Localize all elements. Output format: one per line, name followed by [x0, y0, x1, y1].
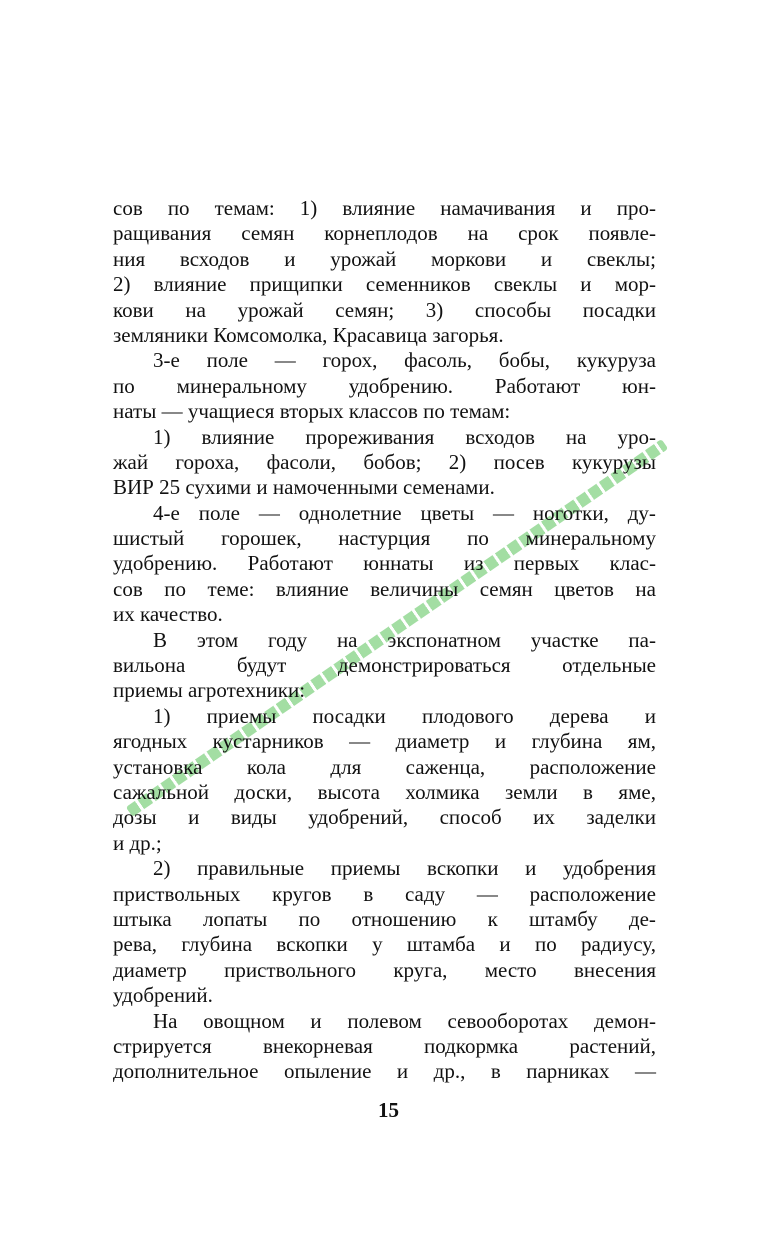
- word: семян: [479, 576, 533, 601]
- text-line: [113, 526, 656, 551]
- word: влияние: [153, 272, 227, 297]
- word: саду: [404, 881, 446, 906]
- word: сажальной: [113, 779, 209, 804]
- word: и: [396, 1059, 409, 1084]
- word: демонстрироваться: [337, 653, 511, 678]
- text-line: [113, 628, 656, 653]
- word: сов: [113, 196, 143, 220]
- word: намачивания: [440, 196, 556, 220]
- word: севооборотах: [447, 1008, 569, 1033]
- text-line: [113, 272, 656, 297]
- text-line: [113, 907, 656, 932]
- word: 4-е: [153, 500, 180, 525]
- word: прореживания: [305, 424, 435, 449]
- word: Комсомолка,: [213, 322, 333, 347]
- word: полевом: [347, 1008, 422, 1033]
- word: 1): [299, 196, 318, 220]
- word: и: [256, 475, 273, 500]
- word: влияние: [275, 576, 349, 601]
- word: и: [540, 246, 553, 271]
- word: кустарников: [212, 729, 324, 754]
- word: саженца,: [405, 754, 486, 779]
- word: диаметр: [113, 957, 187, 982]
- word: настурция: [338, 526, 431, 551]
- word: участке: [530, 627, 599, 652]
- word: ращивания: [113, 221, 212, 246]
- word: загорья.: [432, 322, 504, 347]
- word: юн-: [622, 373, 656, 398]
- word: на: [185, 297, 206, 322]
- word: приемы: [330, 856, 401, 881]
- text-line: [113, 577, 656, 602]
- word: дополнительное: [113, 1059, 259, 1084]
- word: семян: [241, 221, 295, 246]
- word: урожай: [330, 246, 397, 271]
- word: году: [267, 627, 308, 652]
- word: вторых: [279, 399, 349, 424]
- word: 3): [425, 297, 444, 322]
- text-line: [113, 1009, 656, 1034]
- word: Работают: [247, 551, 333, 576]
- word: клас-: [609, 551, 656, 576]
- word: семян;: [335, 297, 395, 322]
- word: внекорневая: [262, 1033, 373, 1058]
- word: дерева: [549, 703, 609, 728]
- word: первых: [513, 551, 580, 576]
- word: 2): [448, 449, 467, 474]
- word: теме:: [207, 576, 255, 601]
- text-line: [113, 298, 656, 323]
- word: дозы: [113, 805, 157, 830]
- word: —: [161, 399, 188, 424]
- word: и: [310, 1008, 322, 1033]
- word: высота: [317, 779, 380, 804]
- word: 1): [153, 424, 171, 449]
- word: и: [644, 703, 656, 728]
- word: Красавица: [332, 322, 433, 347]
- word: штыка: [113, 906, 172, 931]
- word: отдельные: [562, 653, 656, 678]
- word: качество.: [140, 602, 223, 627]
- word: Работают: [494, 373, 581, 398]
- word: про-: [616, 196, 656, 220]
- word: будут: [236, 653, 287, 678]
- word: На: [153, 1008, 178, 1033]
- word: вскопки: [427, 856, 499, 881]
- word: и: [113, 830, 130, 855]
- word: бобов;: [363, 449, 422, 474]
- text-line: [113, 983, 656, 1008]
- word: доски,: [234, 779, 293, 804]
- word: горох,: [322, 348, 378, 373]
- word: диаметр: [395, 729, 470, 754]
- word: наты: [113, 399, 162, 424]
- word: удобрению.: [348, 373, 454, 398]
- word: в: [490, 1059, 501, 1084]
- word: ям,: [627, 729, 656, 754]
- word: правильные: [197, 856, 305, 881]
- word: вскопки: [276, 932, 348, 957]
- word: в: [363, 881, 374, 906]
- word: —: [349, 729, 371, 754]
- text-line: [113, 374, 656, 399]
- text-line: [113, 831, 656, 856]
- word: 25: [159, 475, 186, 500]
- word: приемы: [206, 703, 277, 728]
- word: их: [113, 602, 140, 627]
- word: —: [476, 881, 498, 906]
- word: удобрений.: [113, 983, 213, 1008]
- word: штамбу: [529, 906, 598, 931]
- word: посев: [493, 449, 545, 474]
- word: 3-е: [153, 348, 180, 373]
- word: появле-: [588, 221, 656, 246]
- text-line: [113, 755, 656, 780]
- word: для: [330, 754, 362, 779]
- text-line: [113, 450, 656, 475]
- word: намоченными: [272, 475, 403, 500]
- word: яме,: [618, 779, 656, 804]
- word: вильона: [113, 653, 186, 678]
- word: сов: [113, 576, 143, 601]
- word: 2): [153, 856, 171, 881]
- word: —: [274, 348, 296, 373]
- word: ягодных: [113, 729, 188, 754]
- word: цветов: [554, 576, 614, 601]
- word: на: [467, 221, 489, 246]
- word: классов: [348, 399, 424, 424]
- word: влияние: [342, 196, 416, 220]
- word: семенами.: [402, 475, 495, 500]
- word: глубина: [531, 729, 603, 754]
- word: па-: [628, 627, 656, 652]
- word: по: [298, 906, 321, 931]
- word: величины: [370, 576, 459, 601]
- word: опыление: [283, 1059, 372, 1084]
- word: место: [484, 957, 537, 982]
- word: холмика: [405, 779, 480, 804]
- text-line: [113, 958, 656, 983]
- word: овощном: [203, 1008, 285, 1033]
- text-line: [113, 678, 656, 703]
- word: парниках: [526, 1059, 610, 1084]
- text-line: [113, 932, 656, 957]
- word: виды: [230, 805, 277, 830]
- word: по: [113, 373, 135, 398]
- word: на: [635, 576, 656, 601]
- word: и: [525, 856, 537, 881]
- word: в: [583, 779, 593, 804]
- word: горошек,: [221, 526, 302, 551]
- word: внесения: [573, 957, 656, 982]
- word: агротехники:: [187, 678, 306, 703]
- word: корнеплодов: [324, 221, 438, 246]
- word: гороха,: [175, 449, 240, 474]
- body-text: [113, 196, 656, 1085]
- word: земляники: [113, 322, 214, 347]
- word: минеральному: [176, 373, 307, 398]
- word: отношению: [351, 906, 457, 931]
- word: кола: [246, 754, 287, 779]
- text-line: [113, 247, 656, 272]
- word: по: [534, 932, 557, 957]
- word: темам:: [214, 196, 275, 220]
- text-line: [113, 704, 656, 729]
- word: на: [565, 424, 587, 449]
- word: уро-: [617, 424, 656, 449]
- word: ду-: [627, 500, 656, 525]
- word: шистый: [113, 526, 185, 551]
- word: —: [258, 500, 280, 525]
- page-number: 15: [378, 1098, 399, 1122]
- word: влияние: [201, 424, 275, 449]
- word: др.;: [129, 830, 162, 855]
- word: кукурузы: [571, 449, 656, 474]
- word: экспонатном: [387, 627, 501, 652]
- text-line: [113, 551, 656, 576]
- word: фасоль,: [404, 348, 472, 373]
- word: на: [336, 627, 358, 652]
- word: кукуруза: [576, 348, 656, 373]
- word: по: [167, 196, 190, 220]
- word: де-: [628, 906, 656, 931]
- word: расположение: [529, 881, 656, 906]
- word: рева,: [113, 932, 158, 957]
- word: и: [188, 805, 200, 830]
- word: ния: [113, 246, 146, 271]
- word: демон-: [593, 1008, 656, 1033]
- text-line: [113, 882, 656, 907]
- word: удобрения: [562, 856, 656, 881]
- word: и: [580, 272, 592, 297]
- text-line: [113, 1034, 656, 1059]
- word: и: [494, 729, 507, 754]
- word: и: [580, 196, 592, 220]
- word: поле: [198, 500, 240, 525]
- word: моркови: [431, 246, 507, 271]
- word: по: [467, 526, 489, 551]
- word: семенников: [365, 272, 471, 297]
- word: заделки: [586, 805, 656, 830]
- word: приствольных: [113, 881, 241, 906]
- text-line: [113, 1059, 656, 1084]
- word: однолетние: [298, 500, 402, 525]
- word: и: [499, 932, 511, 957]
- word: радиусу,: [581, 932, 656, 957]
- word: др.,: [433, 1059, 466, 1084]
- word: посадки: [312, 703, 386, 728]
- word: минеральному: [525, 526, 656, 551]
- word: к: [487, 906, 498, 931]
- word: приствольного: [224, 957, 356, 982]
- word: свеклы: [493, 272, 558, 297]
- word: срок: [518, 221, 559, 246]
- text-line: [113, 856, 656, 881]
- word: темам:: [450, 399, 511, 424]
- word: приемы: [113, 678, 188, 703]
- word: и: [284, 246, 296, 271]
- word: стрируется: [113, 1033, 212, 1058]
- text-line: [113, 653, 656, 678]
- word: цветы: [420, 500, 475, 525]
- word: прищипки: [249, 272, 343, 297]
- word: способы: [474, 297, 552, 322]
- word: у: [372, 932, 383, 957]
- text-line: [113, 501, 656, 526]
- word: лопаты: [202, 906, 268, 931]
- word: по: [423, 399, 451, 424]
- word: посадки: [582, 297, 656, 322]
- word: поле: [206, 348, 248, 373]
- text-line: [113, 729, 656, 754]
- text-line: [113, 221, 656, 246]
- word: жай: [113, 449, 149, 474]
- word: 1): [153, 703, 171, 728]
- text-line: [113, 323, 656, 348]
- word: из: [463, 551, 484, 576]
- word: бобы,: [498, 348, 550, 373]
- word: их: [533, 805, 555, 830]
- text-line: [113, 399, 656, 424]
- text-line: [113, 602, 656, 627]
- word: —: [493, 500, 515, 525]
- word: подкормка: [423, 1033, 519, 1058]
- word: штамба: [406, 932, 476, 957]
- text-line: [113, 805, 656, 830]
- word: свеклы;: [586, 246, 656, 271]
- word: В: [153, 627, 168, 652]
- word: этом: [196, 627, 239, 652]
- text-line: [113, 196, 656, 221]
- word: удобрений,: [308, 805, 409, 830]
- word: мор-: [614, 272, 656, 297]
- word: по: [164, 576, 186, 601]
- word: кругов: [272, 881, 332, 906]
- word: плодового: [421, 703, 514, 728]
- word: всходов: [179, 246, 250, 271]
- word: фасоли,: [266, 449, 337, 474]
- word: всходов: [465, 424, 535, 449]
- word: юннаты: [363, 551, 434, 576]
- text-line: [113, 475, 656, 500]
- word: кови: [113, 297, 154, 322]
- word: круга,: [393, 957, 448, 982]
- word: учащиеся: [187, 399, 280, 424]
- word: способ: [439, 805, 502, 830]
- word: растений,: [569, 1033, 656, 1058]
- word: земли: [504, 779, 558, 804]
- word: удобрению.: [113, 551, 218, 576]
- word: сухими: [185, 475, 257, 500]
- text-line: [113, 348, 656, 373]
- word: 2): [113, 272, 131, 297]
- text-line: [113, 780, 656, 805]
- word: расположение: [529, 754, 656, 779]
- word: ноготки,: [532, 500, 609, 525]
- word: установка: [113, 754, 203, 779]
- text-line: [113, 425, 656, 450]
- word: —: [634, 1059, 656, 1084]
- word: глубина: [181, 932, 253, 957]
- word: ВИР: [113, 475, 160, 500]
- word: урожай: [237, 297, 304, 322]
